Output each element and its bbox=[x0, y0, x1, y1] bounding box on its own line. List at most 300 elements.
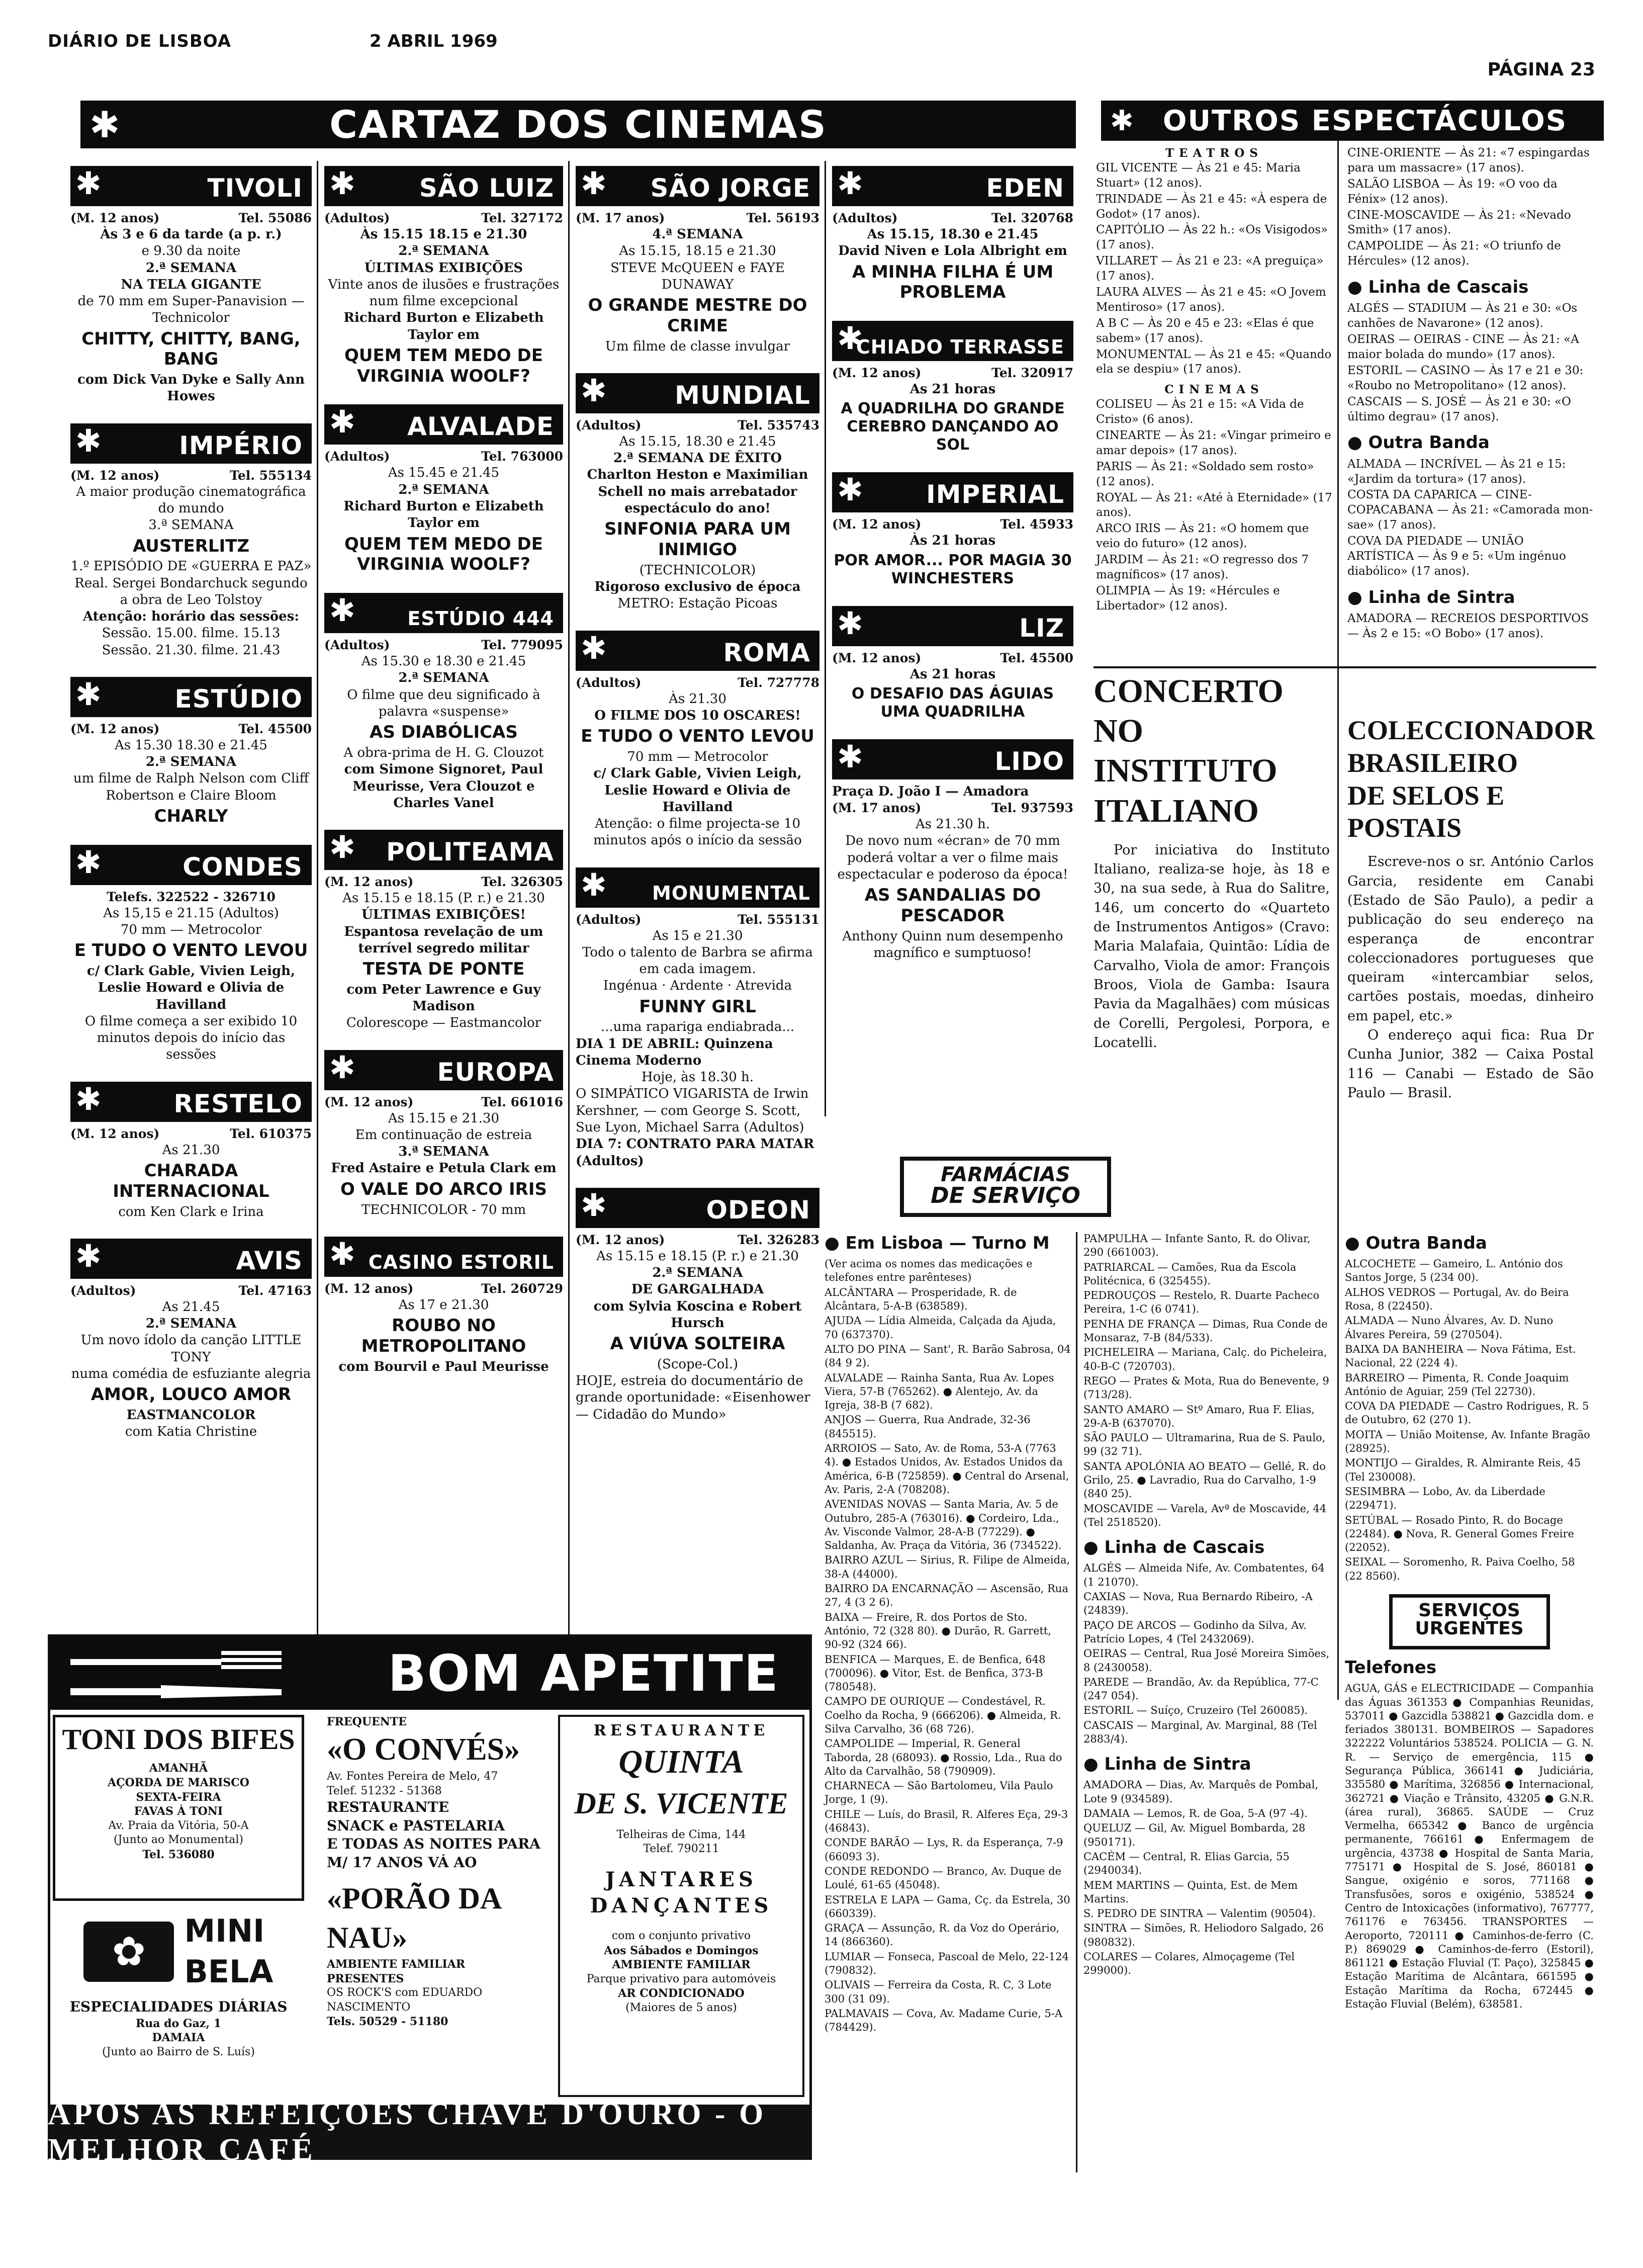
cinema-line: TECHNICOLOR - 70 mm bbox=[361, 1202, 526, 1217]
listing-entry: OLIVAIS — Ferreira da Costa, R. C, 3 Lote 300 (31 09). bbox=[825, 1979, 1052, 2005]
cinema-line: com Bourvil e Paul Meurisse bbox=[338, 1359, 549, 1374]
cinema-line: Às 21.30 bbox=[669, 691, 726, 707]
listing-entry: ANJOS — Guerra, Rua Andrade, 32-36 (845515). bbox=[825, 1414, 1031, 1440]
cinema-line: 2.ª SEMANA bbox=[145, 1316, 237, 1332]
listing-entry: DAMAIA — Lemos, R. de Goa, 5-A (97 -4). bbox=[1083, 1807, 1308, 1820]
listing-entry: PAREDE — Brandão, Av. da República, 77-C (247 054). bbox=[1083, 1676, 1319, 1702]
mini-bela-logo: ✿ bbox=[83, 1922, 174, 1982]
cinema-roma bbox=[576, 631, 819, 849]
listing-entry: ALCOCHETE — Gameiro, L. António dos Santos Jorge, 5 (234 00). bbox=[1345, 1258, 1563, 1284]
cinema-tel: Tel. 56193 bbox=[746, 211, 819, 225]
cinema-header: ✱ ESTÚDIO 444 bbox=[324, 593, 563, 633]
ad-title: DE S. VICENTE bbox=[574, 1786, 788, 1820]
listing-entry: TRINDADE — Às 21 e 45: «À espera de Godot» (17 anos). bbox=[1096, 192, 1327, 221]
listing-entry: CACÉM — Central, R. Elias Garcia, 55 (2940034). bbox=[1083, 1850, 1290, 1877]
ad-title: «O CONVÉS» bbox=[327, 1732, 520, 1767]
cinema-line: com Simone Signoret, Paul Meurisse, Vera Clouzot e Charles Vanel bbox=[344, 762, 543, 811]
cinema-rating: (M. 12 anos) bbox=[70, 721, 160, 736]
cinema-line: A maior produção cinematográfica do mundo bbox=[76, 484, 306, 516]
article-headline: DE SELOS E POSTAIS bbox=[1347, 780, 1505, 843]
cinema-tel: Tel. 555134 bbox=[230, 468, 312, 483]
listing-entry: CHARNECA — São Bartolomeu, Vila Paulo Jorge, 1 (9). bbox=[825, 1780, 1053, 1806]
article-body: Escreve-nos o sr. António Carlos Garcia, residente em Canabi (Estado de São Paulo), a pedir a publicação do seu endereço na esperança de encontrar coleccionadores portugueses que queiram «intercambiar selos, cartões postais, moedas, dinheiro em papel, etc.» bbox=[1347, 854, 1594, 1024]
cinema-line: As 21.30 bbox=[162, 1142, 220, 1158]
listing-entry: PALMAVAIS — Cova, Av. Madame Curie, 5-A (784429). bbox=[825, 2007, 1063, 2034]
cinema-line: Charlton Heston e Maximilian Schell no mais arrebatador espectáculo do ano! bbox=[587, 467, 808, 516]
film-title: O GRANDE MESTRE DO CRIME bbox=[588, 295, 807, 336]
farmacias-col-2 bbox=[1083, 1232, 1330, 1979]
ad-line: AR CONDICIONADO bbox=[618, 1987, 745, 2000]
ad-line: FAVAS À TONI bbox=[134, 1805, 223, 1818]
cinema-politeama bbox=[324, 830, 563, 1032]
article-headline: ITALIANO bbox=[1093, 792, 1259, 829]
cinemas-title: CINEMAS bbox=[1164, 383, 1264, 397]
listing-entry: ALVALADE — Rainha Santa, Rua Av. Lopes Viera, 57-B (765262). ● Alentejo, Av. da Igreja, 38-B (7 682). bbox=[825, 1371, 1054, 1412]
listing-entry: AMADORA — RECREIOS DESPORTIVOS — Às 2 e 15: «O Bobo» (17 anos). bbox=[1347, 612, 1589, 640]
listing-entry: ALHOS VEDROS — Portugal, Av. do Beira Rosa, 8 (22450). bbox=[1345, 1286, 1569, 1313]
cinema-line: 2.ª SEMANA bbox=[398, 670, 489, 686]
cinema-line: Colorescope — Eastmancolor bbox=[346, 1015, 541, 1031]
article-headline: BRASILEIRO bbox=[1347, 747, 1518, 778]
cinema-line: 2.ª SEMANA bbox=[145, 260, 237, 276]
cinema-header: ✱ SÃO JORGE bbox=[576, 166, 819, 206]
cinema-line: de 70 mm em Super-Panavision — Technicolor bbox=[77, 294, 305, 326]
listing-entry: ALGÉS — STADIUM — Às 21 e 30: «Os canhões de Navarone» (12 anos). bbox=[1347, 302, 1578, 330]
cinema-tel: Tel. 327172 bbox=[481, 211, 563, 225]
article-body: Por iniciativa do Instituto Italiano, realiza-se hoje, às 18 e 30, na sua sede, à Rua do Salitre, 146, um concerto do «Quarteto de Instrumentos Antigos» (Cravo: Maria Malafaia, Quintão: Lídia de Carvalho, Viola de amor: François Broos, Viola de Gamba: Isaura Pavia da Magalhães) com músicas de Corelli, Pergolesi, Porpora, e Locatelli. bbox=[1093, 842, 1330, 1051]
cinema-line: c/ Clark Gable, Vivien Leigh, Leslie Howard e Olivia de Havilland bbox=[593, 766, 802, 815]
cinema-estudio bbox=[70, 677, 312, 827]
cinema-line: 3.ª SEMANA bbox=[148, 517, 234, 533]
ad-line: Rua do Gaz, 1 bbox=[135, 2017, 222, 2030]
cinema-rating: (Adultos) bbox=[324, 638, 390, 653]
cinema-line: Anthony Quinn num desempenho magnífico e sumptuoso! bbox=[842, 928, 1063, 961]
cinema-line: Atenção: o filme projecta-se 10 minutos após o início da sessão bbox=[593, 816, 802, 848]
ad-line: RESTAURANTE bbox=[327, 1799, 449, 1816]
listing-entry: COLARES — Colares, Almoçageme (Tel 299000). bbox=[1083, 1951, 1295, 1977]
listing-entry: REGO — Prates & Mota, Rua do Benevente, 9 (713/28). bbox=[1083, 1374, 1329, 1401]
cinema-line: e 9.30 da noite bbox=[141, 243, 241, 259]
cinema-header: ✱ ROMA bbox=[576, 631, 819, 671]
listing-entry: BAIRRO AZUL — Sirius, R. Filipe de Almeida, 38-A (44000). bbox=[825, 1554, 1070, 1580]
cinema-tel: Tel. 727778 bbox=[738, 675, 819, 690]
cinema-rating: (M. 17 anos) bbox=[576, 211, 665, 225]
listing-entry: AMADORA — Dias, Av. Marquês de Pombal, Lote 9 (934589). bbox=[1083, 1779, 1319, 1805]
listing-entry: MONTIJO — Giraldes, R. Almirante Reis, 45 (Tel 230008). bbox=[1345, 1457, 1581, 1483]
cinema-tel: Tel. 320768 bbox=[991, 211, 1073, 225]
cinema-line: 4.ª SEMANA bbox=[652, 227, 743, 242]
ad-line: Av. Fontes Pereira de Melo, 47 bbox=[327, 1770, 498, 1783]
cinema-header: ✱ LIDO bbox=[832, 739, 1073, 779]
ad-line: Telef. 790211 bbox=[643, 1843, 719, 1856]
cinema-line: NA TELA GIGANTE bbox=[121, 277, 261, 292]
listing-entry: BAIXA — Freire, R. dos Portos de Sto. António, 72 (328 80). ● Durão, R. Garrett, 90-92 (324 66). bbox=[825, 1611, 1052, 1651]
cinemas-banner bbox=[80, 101, 1076, 148]
star-icon: ✱ bbox=[89, 103, 121, 146]
listing-entry: SEIXAL — Soromenho, R. Paiva Coelho, 58 (22 8560). bbox=[1345, 1556, 1575, 1582]
ad-line: SEXTA-FEIRA bbox=[136, 1790, 221, 1804]
cinema-header: ✱ EDEN bbox=[832, 166, 1073, 206]
cinema-line: O FILME DOS 10 OSCARES! bbox=[594, 708, 801, 723]
star-icon: ✱ bbox=[329, 1049, 356, 1086]
article-headline: NO INSTITUTO bbox=[1093, 713, 1277, 790]
cinema-line: 70 mm — Metrocolor bbox=[120, 922, 262, 938]
star-icon: ✱ bbox=[837, 604, 864, 642]
listing-entry: A B C — Às 20 e 45 e 23: «Elas é que sabem» (17 anos). bbox=[1096, 316, 1314, 345]
ad-title: MINI bbox=[184, 1912, 265, 1949]
cinema-line: A obra-prima de H. G. Clouzot bbox=[343, 745, 544, 760]
cinema-line: Hoje, às 18.30 h. bbox=[641, 1070, 754, 1085]
star-icon: ✱ bbox=[837, 165, 864, 202]
column-rule bbox=[825, 161, 826, 1116]
cinema-chiado-terrasse bbox=[832, 321, 1073, 454]
ad-quinta-s-vicente bbox=[558, 1715, 804, 2097]
listing-entry: SESIMBRA — Lobo, Av. da Liberdade (229471). bbox=[1345, 1485, 1545, 1512]
listing-entry: COVA DA PIEDADE — Castro Rodrigues, R. 5 de Outubro, 62 (270 1). bbox=[1345, 1400, 1589, 1426]
farmacias-col-1 bbox=[825, 1232, 1071, 2036]
cinema-header: ✱ LIZ bbox=[832, 606, 1073, 646]
listing-entry: MEM MARTINS — Quinta, Est. de Mem Martins. bbox=[1083, 1879, 1298, 1905]
listing-entry: SALÃO LISBOA — Às 19: «O voo da Fénix» (12 anos). bbox=[1347, 177, 1558, 206]
star-icon: ✱ bbox=[329, 829, 356, 866]
ad-line: (Junto ao Monumental) bbox=[114, 1834, 243, 1847]
listing-entry: MOSCAVIDE — Varela, Avª de Moscavide, 44 (Tel 2518520). bbox=[1083, 1502, 1327, 1528]
ad-line: Tels. 50529 - 51180 bbox=[327, 2015, 448, 2029]
listing-entry: LAURA ALVES — Às 21 e 45: «O Jovem Mentiroso» (17 anos). bbox=[1096, 286, 1326, 314]
cinema-line: 3.ª SEMANA bbox=[398, 1144, 489, 1160]
cinema-line: Atenção: horário das sessões: bbox=[83, 609, 299, 625]
listing-entry: AVENIDAS NOVAS — Santa Maria, Av. 5 de Outubro, 285-A (763016). ● Cordeiro, Lda., Av. Visconde Valmor, 28-A-B (77229). ● Saldanha, Av. Praça da Vitória, 36 (734522). bbox=[825, 1498, 1062, 1552]
cinema-line: Rigoroso exclusivo de época bbox=[594, 579, 801, 595]
listing-entry: PAÇO DE ARCOS — Godinho da Silva, Av. Patrício Lopes, 4 (Tel 2432069). bbox=[1083, 1619, 1307, 1645]
cinema-line: DE GARGALHADA bbox=[631, 1282, 764, 1297]
ad-line: AMBIENTE FAMILIAR bbox=[612, 1958, 751, 1972]
cinema-line: DIA 1 DE ABRIL: Quinzena Cinema Moderno bbox=[576, 1036, 773, 1068]
star-icon: ✱ bbox=[75, 165, 102, 202]
listing-entry: ALMADA — INCRÍVEL — Às 21 e 15: «Jardim da tortura» (17 anos). bbox=[1347, 457, 1566, 486]
cinema-rating: (M. 12 anos) bbox=[832, 366, 922, 381]
ad-mini-bela bbox=[53, 1906, 304, 2097]
star-icon: ✱ bbox=[329, 1235, 356, 1272]
cinema-header: ✱ ESTÚDIO bbox=[70, 677, 312, 717]
ad-o-conves bbox=[312, 1715, 548, 2097]
cinema-tel: Tel. 45500 bbox=[238, 721, 312, 736]
chave-douro-strip bbox=[48, 2097, 812, 2167]
ad-line: FREQUENTE bbox=[327, 1715, 407, 1728]
cinema-header: ✱ MONUMENTAL bbox=[576, 867, 819, 908]
listing-entry: SINTRA — Simões, R. Heliodoro Salgado, 26 (980832). bbox=[1083, 1922, 1324, 1948]
cinema-rating: (M. 12 anos) bbox=[324, 1094, 414, 1109]
cinema-line: com Peter Lawrence e Guy Madison bbox=[346, 982, 541, 1014]
listing-entry: ARROIOS — Sato, Av. de Roma, 53-A (7763 4). ● Estados Unidos, Av. Estados Unidos da América, 6-B (725859). ● Central do Arsenal, Av. Paris, 2-A (708208). bbox=[825, 1442, 1069, 1496]
cinema-liz bbox=[832, 606, 1073, 721]
cinema-tel: Tel. 320917 bbox=[991, 366, 1073, 381]
cinema-header: ✱ ODEON bbox=[576, 1188, 819, 1228]
cinema-line: As 15.15, 18.15 e 21.30 bbox=[619, 243, 776, 259]
ad-line: Aos Sábados e Domingos bbox=[604, 1944, 759, 1957]
cinema-line: METRO: Estação Picoas bbox=[617, 596, 778, 612]
listing-entry: BAIRRO DA ENCARNAÇÃO — Ascensão, Rua 27, 4 (3 2 6). bbox=[825, 1583, 1068, 1609]
cinema-header: ✱ POLITEAMA bbox=[324, 830, 563, 870]
cinema-line: 2.ª SEMANA bbox=[398, 482, 489, 497]
ad-line: Parque privativo para automóveis bbox=[586, 1972, 776, 1985]
cinema-line: Às 21 horas bbox=[909, 533, 996, 549]
listing-entry: OEIRAS — OEIRAS - CINE — Às 21: «A maior bolada do mundo» (17 anos). bbox=[1347, 333, 1579, 361]
column-rule bbox=[568, 161, 570, 1649]
ad-title: BELA bbox=[184, 1953, 273, 1990]
ad-line: OS ROCK'S com EDUARDO NASCIMENTO bbox=[327, 1986, 483, 2014]
cinema-line: As 15.15 e 18.15 (P. r.) e 21.30 bbox=[596, 1248, 799, 1264]
listing-entry: BENFICA — Marques, E. de Benfica, 648 (700096). ● Vitor, Est. de Benfica, 373-B (780548). bbox=[825, 1653, 1046, 1693]
masthead-date: 2 ABRIL 1969 bbox=[370, 31, 498, 51]
subsection-title: ● Em Lisboa — Turno M bbox=[825, 1233, 1050, 1253]
listing-entry: ESTORIL — Suíço, Cruzeiro (Tel 260085). bbox=[1083, 1704, 1308, 1717]
cinema-tel: Tel. 763000 bbox=[481, 449, 563, 464]
listing-entry: VILLARET — Às 21 e 23: «A preguiça» (17 anos). bbox=[1096, 254, 1324, 283]
film-title: AS DIABÓLICAS bbox=[370, 722, 518, 743]
cinema-header: ✱ RESTELO bbox=[70, 1082, 312, 1122]
subsection-title: ● Linha de Cascais bbox=[1347, 277, 1529, 298]
cinema-line: DIA 7: CONTRATO PARA MATAR (Adultos) bbox=[576, 1137, 814, 1169]
cinema-tel: Tel. 260729 bbox=[481, 1281, 563, 1296]
farmacias-logo bbox=[900, 1157, 1111, 1217]
bom-apetite-title: BOM APETITE bbox=[388, 1644, 779, 1703]
cinema-line: STEVE McQUEEN e FAYE DUNAWAY bbox=[610, 260, 785, 292]
servicos-logo bbox=[1389, 1594, 1550, 1649]
star-icon: ✱ bbox=[1110, 104, 1135, 137]
film-title: TESTA DE PONTE bbox=[362, 959, 525, 980]
ad-line: DAMAIA bbox=[152, 2031, 205, 2045]
listing-entry: BARREIRO — Pimenta, R. Conde Joaquim António de Aguiar, 259 (Tel 22730). bbox=[1345, 1371, 1569, 1398]
ad-line: Av. Praia da Vitória, 50-A bbox=[108, 1819, 249, 1832]
film-title: E TUDO O VENTO LEVOU bbox=[581, 726, 814, 747]
listing-entry: CINEARTE — Às 21: «Vingar primeiro e amar depois» (17 anos). bbox=[1096, 429, 1331, 457]
cinema-tel: Tel. 937593 bbox=[991, 801, 1073, 816]
cinema-line: Um novo ídolo da canção LITTLE TONY bbox=[80, 1333, 302, 1365]
film-title: QUEM TEM MEDO DE VIRGINIA WOOLF? bbox=[344, 345, 543, 386]
film-title: CHARLY bbox=[154, 806, 228, 826]
cinema-rating: (Adultos) bbox=[576, 912, 642, 927]
listing-entry: PAMPULHA — Infante Santo, R. do Olivar, 290 (661003). bbox=[1083, 1233, 1311, 1259]
cinema-line: As 15.15 e 21.30 bbox=[388, 1110, 500, 1126]
cinema-line: ÚLTIMAS EXIBIÇÕES bbox=[364, 260, 523, 276]
ad-line: Telheiras de Cima, 144 bbox=[616, 1828, 746, 1841]
cinema-line: As 21 horas bbox=[909, 666, 996, 682]
ad-line: Telef. 51232 - 51368 bbox=[327, 1784, 442, 1797]
strip-text: APÓS AS REFEIÇÕES CHAVE D'OURO - O MELHOR CAFÉ bbox=[48, 2097, 767, 2167]
cinema-line: O filme que deu significado à palavra «suspense» bbox=[347, 687, 540, 719]
servicos-text: AGUA, GÁS e ELECTRICIDADE — Companhia das Águas 361353 ● Companhias Reunidas, 537011 ● Gazcidla 538821 ● Gazcidla dom. e feriados 380131. BOMBEIROS — Sapadores 322222 Voluntários 538524. POLICIA — G. N. R. — Serviço de emergência, 115 ● Segurança Pública, 366141 ● Judiciária, 335580 ● Marítima, 326856 ● Internacional, 362721 ● Viação e Trânsito, 43205 ● G.N.R. (área rural), 36865. SAÚDE — Cruz Vermelha, 665342 ● Banco de urgência permanente, 766161 ● Enfermagem de urgência, 43738 ● Hospital de Santa Maria, 775171 ● Hospital de S. José, 860181 ● Sangue, oxigénio e soros, 771168 ● Transfusões, soros e oxigénio, 538524 ● Centro de Intoxicações (informativo), 767777, 761176 e 763456. TRANSPORTES — Aeroporto, 720111 ● Caminhos-de-ferro (C. P.) 869029 ● Caminhos-de-ferro (Estoril), 861121 ● Estação Fluvial (T. Paço), 325845 ● Estação Marítima de Alcântara, 661595 ● Estação Marítima da Rocha, 672445 ● Estação Fluvial (Belém), 638581. bbox=[1345, 1682, 1594, 2011]
film-title: AUSTERLITZ bbox=[132, 536, 250, 556]
ad-line: AÇORDA DE MARISCO bbox=[108, 1776, 249, 1789]
cinema-tel: Tel. 55086 bbox=[238, 211, 312, 225]
star-icon: ✱ bbox=[75, 1237, 102, 1274]
article-headline: COLECCIONADOR bbox=[1347, 715, 1595, 745]
listing-entry: PATRIARCAL — Camões, Rua da Escola Politécnica, 6 (325455). bbox=[1083, 1261, 1297, 1287]
listing-entry: CAXIAS — Nova, Rua Bernardo Ribeiro, -A (24839). bbox=[1083, 1591, 1313, 1617]
listing-entry: CAMPO DE OURIQUE — Condestável, R. Coelho da Rocha, 9 (666206). ● Almeida, R. Silva Carvalho, 36 (68 726). bbox=[825, 1695, 1061, 1735]
cinema-header: ✱ ALVALADE bbox=[324, 404, 563, 445]
cinema-tel: Tel. 610375 bbox=[230, 1126, 312, 1141]
film-title: O VALE DO ARCO IRIS bbox=[340, 1179, 547, 1199]
cinema-line: 2.ª SEMANA bbox=[652, 1265, 743, 1281]
listing-entry: MOITA — União Moitense, Av. Infante Bragão (28925). bbox=[1345, 1428, 1590, 1455]
fork-icon bbox=[70, 1647, 287, 1677]
listing-entry: GIL VICENTE — Às 21 e 45: Maria Stuart» (12 anos). bbox=[1096, 161, 1301, 190]
cinema-tivoli bbox=[70, 166, 312, 405]
subsection-title: ● Outra Banda bbox=[1345, 1233, 1487, 1253]
cinema-tel: Tel. 779095 bbox=[481, 638, 563, 653]
article-headline: CONCERTO bbox=[1093, 673, 1284, 710]
ad-line: com o conjunto privativo bbox=[611, 1929, 751, 1942]
subsection-title: Telefones bbox=[1345, 1658, 1437, 1678]
cinema-line: Em continuação de estreia bbox=[355, 1127, 532, 1143]
cinema-line: Sessão. 21.30. filme. 21.43 bbox=[102, 642, 281, 658]
film-title: A QUADRILHA DO GRANDE CEREBRO DANÇANDO AO SOL bbox=[841, 400, 1065, 454]
cinema-line: ÚLTIMAS EXIBIÇÕES! bbox=[361, 907, 526, 923]
listing-entry: ESTRELA E LAPA — Gama, Cç. da Estrela, 30 (660339). bbox=[825, 1893, 1070, 1920]
ad-line: (Maiores de 5 anos) bbox=[625, 2001, 737, 2014]
listing-entry: SANTA APOLÓNIA AO BEATO — Gellé, R. do Grilo, 25. ● Lavradio, Rua do Carvalho, 1-9 (840 25). bbox=[1083, 1460, 1326, 1500]
listing-entry: ROYAL — Às 21: «Até à Eternidade» (17 anos). bbox=[1096, 491, 1332, 519]
cinema-line: Richard Burton e Elizabeth Taylor em bbox=[343, 498, 544, 531]
listing-entry: MONUMENTAL — Às 21 e 45: «Quando ela se despiu» (17 anos). bbox=[1096, 347, 1332, 376]
cinema-rating: (Adultos) bbox=[832, 211, 898, 225]
ad-line: RESTAURANTE bbox=[593, 1722, 769, 1739]
cinema-line: (TECHNICOLOR) bbox=[639, 562, 756, 578]
listing-entry: CASCAIS — S. JOSÉ — Às 21 e 30: «O último degrau» (17 anos). bbox=[1347, 395, 1571, 423]
cinema-tel: Tel. 45933 bbox=[1000, 517, 1073, 532]
cinema-rating: (Adultos) bbox=[576, 417, 642, 432]
cinema-line: O SIMPÁTICO VIGARISTA de Irwin Kershner, — com George S. Scott, Sue Lyon, Michael Sarra (Adultos) bbox=[576, 1086, 809, 1136]
star-icon: ✱ bbox=[581, 1186, 607, 1224]
cinema-odeon bbox=[576, 1188, 819, 1423]
listing-entry: LUMIAR — Fonseca, Pascoal de Melo, 22-124 (790832). bbox=[825, 1950, 1069, 1977]
coleccionador-article bbox=[1347, 714, 1594, 1103]
star-icon: ✱ bbox=[837, 738, 864, 775]
cinema-rating: (M. 12 anos) bbox=[70, 468, 160, 483]
cinema-column-1 bbox=[70, 166, 312, 1458]
film-title: ROUBO NO METROPOLITANO bbox=[361, 1316, 526, 1356]
star-icon: ✱ bbox=[581, 165, 607, 202]
masthead-paper: DIÁRIO DE LISBOA bbox=[48, 31, 232, 51]
cinema-line: As 15.15 e 18.15 (P. r.) e 21.30 bbox=[342, 891, 545, 906]
listing-entry: PENHA DE FRANÇA — Dimas, Rua Conde de Monsaraz, 7-B (84/533). bbox=[1083, 1318, 1328, 1344]
listing-entry: SETÚBAL — Rosado Pinto, R. do Bocage (22484). ● Nova, R. General Gomes Freire (22052). bbox=[1345, 1514, 1574, 1554]
cinema-line: com Katia Christine bbox=[125, 1424, 257, 1440]
cinema-line: com Sylvia Koscina e Robert Hursch bbox=[593, 1298, 802, 1331]
listing-entry: CINE-ORIENTE — Às 21: «7 espingardas para um massacre» (17 anos). bbox=[1347, 146, 1590, 175]
listing-entry: SANTO AMARO — Stº Amaro, Rua F. Elias, 29-A-B (637070). bbox=[1083, 1403, 1315, 1429]
cinema-line: Ingénua · Ardente · Atrevida bbox=[603, 978, 792, 994]
cinema-header: ✱ SÃO LUIZ bbox=[324, 166, 563, 206]
outros-banner bbox=[1101, 101, 1604, 141]
cinema-sao-luiz bbox=[324, 166, 563, 386]
listing-entry: ALTO DO PINA — Sant', R. Barão Sabrosa, 04 (84 9 2). bbox=[825, 1343, 1071, 1369]
cinema-line: Todo o talento de Barbra se afirma em cada imagem. bbox=[582, 944, 813, 977]
outros-banner-title: OUTROS ESPECTÁCULOS bbox=[1162, 104, 1568, 137]
cinema-line: Fred Astaire e Petula Clark em bbox=[331, 1161, 557, 1176]
cinema-tel: Tel. 661016 bbox=[481, 1094, 563, 1109]
cinema-line: 2.ª SEMANA bbox=[145, 754, 237, 770]
star-icon: ✱ bbox=[75, 843, 102, 881]
cinema-lido bbox=[832, 739, 1073, 962]
cinema-line: um filme de Ralph Nelson com Cliff Robertson e Claire Bloom bbox=[73, 771, 309, 803]
outros-right-column bbox=[1347, 146, 1594, 643]
cinema-tel: Tel. 535743 bbox=[738, 417, 819, 432]
ad-title: TONI DOS BIFES bbox=[62, 1723, 295, 1756]
film-title: CHARADA INTERNACIONAL bbox=[113, 1160, 269, 1201]
cinema-rating: (M. 17 anos) bbox=[832, 801, 922, 816]
cinema-line: Às 15.15 18.15 e 21.30 bbox=[360, 227, 527, 242]
cinema-line: (Scope-Col.) bbox=[657, 1356, 739, 1372]
listing-entry: OLIMPIA — Às 19: «Hércules e Libertador» (12 anos). bbox=[1096, 584, 1280, 613]
farmacias-col-3 bbox=[1345, 1232, 1594, 2012]
listing-entry: COSTA DA CAPARICA — CINE-COPACABANA — Às 21: «Camorada mon-sae» (17 anos). bbox=[1347, 488, 1593, 532]
star-icon: ✱ bbox=[329, 403, 356, 441]
cinemas-banner-title: CARTAZ DOS CINEMAS bbox=[329, 102, 827, 147]
cinema-line: Real. Sergei Bondarchuck segundo a obra de Leo Tolstoy bbox=[74, 575, 308, 607]
cinema-line: As 15.15, 18.30 e 21.45 bbox=[619, 433, 776, 449]
star-icon: ✱ bbox=[837, 320, 864, 357]
cinema-header: ✱ IMPÉRIO bbox=[70, 423, 312, 464]
listing-entry: OEIRAS — Central, Rua José Moreira Simões, 8 (2430058). bbox=[1083, 1647, 1330, 1674]
cinema-line: 2.ª SEMANA bbox=[398, 243, 489, 259]
cinema-rating: (Adultos) bbox=[576, 675, 642, 690]
ad-line: Tel. 536080 bbox=[142, 1848, 215, 1861]
listing-entry: ALGÉS — Almeida Nife, Av. Combatentes, 64 (1 21070). bbox=[1083, 1562, 1325, 1588]
cinema-column-4 bbox=[832, 166, 1073, 980]
cinema-line: As 17 e 21.30 bbox=[398, 1297, 489, 1313]
cinema-tel: Tel. 326283 bbox=[738, 1232, 819, 1247]
listing-entry: CAMPOLIDE — Imperial, R. General Taborda, 28 (68093). ● Rossio, Lda., Rua do Alto da Carvalhão, 58 (790909). bbox=[825, 1737, 1062, 1777]
cinema-line: As 21.30 h. bbox=[915, 817, 990, 832]
concerto-article bbox=[1093, 671, 1330, 1053]
listing-entry: PEDROUÇOS — Restelo, R. Duarte Pacheco Pereira, 1-C (6 0741). bbox=[1083, 1289, 1320, 1316]
ad-title: «PORÃO DA NAU» bbox=[327, 1881, 500, 1954]
ad-line: PRESENTES bbox=[327, 1972, 404, 1985]
cinema-line: 1.º EPISÓDIO DE «GUERRA E PAZ» bbox=[70, 559, 312, 574]
cinema-line: Às 3 e 6 da tarde (a p. r.) bbox=[100, 227, 282, 242]
film-title: FUNNY GIRL bbox=[639, 996, 756, 1017]
cinema-imperial bbox=[832, 472, 1073, 587]
cinema-restelo bbox=[70, 1082, 312, 1220]
listing-entry: CONDE REDONDO — Branco, Av. Duque de Loulé, 61-65 (45048). bbox=[825, 1865, 1062, 1891]
star-icon: ✱ bbox=[581, 629, 607, 666]
bom-apetite-banner bbox=[50, 1637, 809, 1710]
cinema-line: As 21.45 bbox=[162, 1299, 220, 1315]
listing-entry: COLISEU — Às 21 e 15: «A Vida de Cristo» (6 anos). bbox=[1096, 398, 1304, 426]
cinema-line: David Niven e Lola Albright em bbox=[838, 243, 1067, 259]
film-title: E TUDO O VENTO LEVOU bbox=[74, 940, 308, 961]
star-icon: ✱ bbox=[837, 471, 864, 508]
logo-line: URGENTES bbox=[1415, 1618, 1524, 1639]
cinema-line: Praça D. João I — Amadora bbox=[832, 783, 1029, 799]
listing-entry: AJUDA — Lídia Almeida, Calçada da Ajuda, 70 (637370). bbox=[825, 1315, 1056, 1341]
cinema-header: ✱ IMPERIAL bbox=[832, 472, 1073, 512]
star-icon: ✱ bbox=[75, 675, 102, 713]
cinema-column-2 bbox=[324, 166, 563, 1393]
cinema-avis bbox=[70, 1239, 312, 1441]
column-rule bbox=[317, 161, 318, 1649]
listing-entry: QUELUZ — Gil, Av. Miguel Bombarda, 28 (950171). bbox=[1083, 1822, 1306, 1848]
cinema-tel: Telefs. 322522 - 326710 bbox=[107, 889, 276, 904]
cinema-tel: Tel. 45500 bbox=[1000, 650, 1073, 665]
cinema-line: Um filme de classe invulgar bbox=[605, 338, 790, 354]
cinema-line: Richard Burton e Elizabeth Taylor em bbox=[343, 310, 544, 342]
cinema-eden bbox=[832, 166, 1073, 303]
cinema-alvalade bbox=[324, 404, 563, 575]
